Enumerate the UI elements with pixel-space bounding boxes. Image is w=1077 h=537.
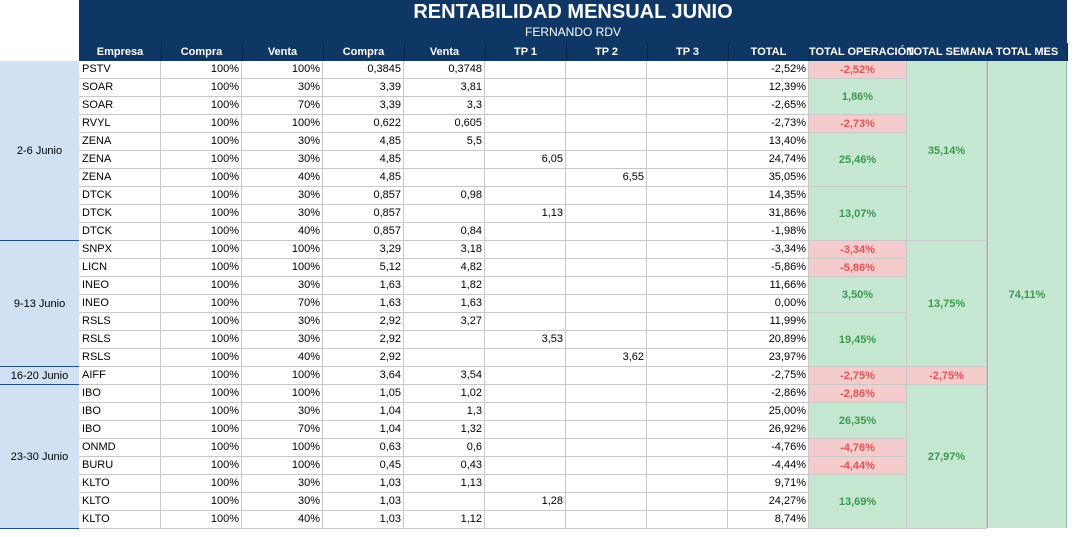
header-tp2[interactable]: TP 2 — [566, 43, 648, 61]
cell-total[interactable]: 20,89% — [728, 331, 809, 349]
cell-empresa[interactable]: SOAR — [79, 79, 161, 97]
header-venta-pct[interactable]: Venta — [242, 43, 324, 61]
cell-venta-price[interactable] — [404, 205, 485, 223]
cell-venta-price[interactable]: 1,12 — [404, 511, 485, 529]
cell-tp1[interactable] — [485, 439, 566, 457]
cell-venta-pct[interactable]: 100% — [242, 61, 323, 79]
total-operacion-cell[interactable]: -2,52% — [809, 61, 907, 79]
cell-tp1[interactable] — [485, 133, 566, 151]
cell-tp3[interactable] — [647, 97, 728, 115]
cell-empresa[interactable]: DTCK — [79, 187, 161, 205]
cell-venta-price[interactable]: 0,6 — [404, 439, 485, 457]
cell-venta-pct[interactable]: 30% — [242, 133, 323, 151]
cell-compra-pct[interactable]: 100% — [161, 205, 242, 223]
total-operacion-cell[interactable]: -3,34% — [809, 241, 907, 259]
corner-blank — [0, 0, 79, 62]
cell-compra-pct[interactable]: 100% — [161, 331, 242, 349]
cell-tp3[interactable] — [647, 493, 728, 511]
total-semana-cell[interactable]: 35,14% — [907, 61, 987, 241]
cell-venta-price[interactable]: 0,605 — [404, 115, 485, 133]
cell-total[interactable]: 24,74% — [728, 151, 809, 169]
cell-tp3[interactable] — [647, 331, 728, 349]
header-total-semana[interactable]: TOTAL SEMANA — [907, 43, 988, 61]
total-operacion-cell[interactable]: -4,76% — [809, 439, 907, 457]
cell-tp1[interactable] — [485, 241, 566, 259]
cell-tp3[interactable] — [647, 241, 728, 259]
cell-compra-price[interactable]: 4,85 — [323, 133, 404, 151]
week-label[interactable]: 9-13 Junio — [0, 241, 79, 367]
cell-total[interactable]: 9,71% — [728, 475, 809, 493]
cell-tp2[interactable]: 6,55 — [566, 169, 647, 187]
cell-compra-price[interactable]: 2,92 — [323, 331, 404, 349]
cell-compra-pct[interactable]: 100% — [161, 385, 242, 403]
cell-total[interactable]: 13,40% — [728, 133, 809, 151]
cell-tp1[interactable] — [485, 169, 566, 187]
cell-venta-pct[interactable]: 30% — [242, 151, 323, 169]
cell-empresa[interactable]: RSLS — [79, 331, 161, 349]
cell-empresa[interactable]: RSLS — [79, 313, 161, 331]
cell-venta-pct[interactable]: 40% — [242, 169, 323, 187]
cell-tp1[interactable] — [485, 295, 566, 313]
cell-tp2[interactable] — [566, 223, 647, 241]
cell-empresa[interactable]: DTCK — [79, 205, 161, 223]
cell-tp2[interactable] — [566, 313, 647, 331]
total-operacion-cell[interactable]: 1,86% — [809, 79, 907, 115]
header-compra-pct[interactable]: Compra — [161, 43, 243, 61]
cell-total[interactable]: 23,97% — [728, 349, 809, 367]
cell-compra-price[interactable]: 3,39 — [323, 97, 404, 115]
cell-venta-pct[interactable]: 100% — [242, 115, 323, 133]
cell-tp1[interactable] — [485, 259, 566, 277]
cell-tp1[interactable] — [485, 457, 566, 475]
header-tp1[interactable]: TP 1 — [485, 43, 567, 61]
cell-compra-pct[interactable]: 100% — [161, 313, 242, 331]
cell-tp2[interactable] — [566, 97, 647, 115]
cell-total[interactable]: 25,00% — [728, 403, 809, 421]
cell-compra-pct[interactable]: 100% — [161, 439, 242, 457]
cell-venta-price[interactable]: 0,43 — [404, 457, 485, 475]
cell-tp1[interactable] — [485, 79, 566, 97]
cell-venta-price[interactable] — [404, 493, 485, 511]
cell-total[interactable]: -2,75% — [728, 367, 809, 385]
cell-compra-pct[interactable]: 100% — [161, 61, 242, 79]
header-total[interactable]: TOTAL — [728, 43, 810, 61]
cell-tp2[interactable] — [566, 277, 647, 295]
cell-empresa[interactable]: AIFF — [79, 367, 161, 385]
cell-tp3[interactable] — [647, 511, 728, 529]
cell-compra-price[interactable]: 0,857 — [323, 187, 404, 205]
cell-compra-pct[interactable]: 100% — [161, 295, 242, 313]
cell-venta-price[interactable] — [404, 349, 485, 367]
cell-venta-pct[interactable]: 30% — [242, 331, 323, 349]
cell-tp2[interactable] — [566, 259, 647, 277]
cell-empresa[interactable]: INEO — [79, 295, 161, 313]
cell-venta-price[interactable]: 1,3 — [404, 403, 485, 421]
cell-tp2[interactable] — [566, 79, 647, 97]
cell-venta-price[interactable]: 0,84 — [404, 223, 485, 241]
cell-compra-price[interactable]: 0,857 — [323, 205, 404, 223]
header-tp3[interactable]: TP 3 — [647, 43, 729, 61]
cell-tp3[interactable] — [647, 349, 728, 367]
cell-tp2[interactable] — [566, 187, 647, 205]
cell-venta-price[interactable] — [404, 169, 485, 187]
cell-venta-price[interactable]: 1,32 — [404, 421, 485, 439]
header-venta-price[interactable]: Venta — [404, 43, 486, 61]
cell-compra-pct[interactable]: 100% — [161, 133, 242, 151]
cell-empresa[interactable]: INEO — [79, 277, 161, 295]
cell-tp2[interactable] — [566, 475, 647, 493]
cell-venta-pct[interactable]: 70% — [242, 421, 323, 439]
cell-venta-pct[interactable]: 100% — [242, 367, 323, 385]
cell-total[interactable]: 26,92% — [728, 421, 809, 439]
cell-total[interactable]: -3,34% — [728, 241, 809, 259]
cell-tp2[interactable] — [566, 385, 647, 403]
cell-compra-price[interactable]: 0,63 — [323, 439, 404, 457]
total-operacion-cell[interactable]: -2,75% — [809, 367, 907, 385]
cell-venta-price[interactable]: 3,27 — [404, 313, 485, 331]
cell-venta-pct[interactable]: 30% — [242, 187, 323, 205]
cell-total[interactable]: -4,76% — [728, 439, 809, 457]
cell-compra-pct[interactable]: 100% — [161, 421, 242, 439]
cell-tp2[interactable] — [566, 457, 647, 475]
cell-compra-pct[interactable]: 100% — [161, 367, 242, 385]
cell-total[interactable]: 35,05% — [728, 169, 809, 187]
cell-tp2[interactable] — [566, 205, 647, 223]
cell-compra-price[interactable]: 1,63 — [323, 277, 404, 295]
cell-compra-pct[interactable]: 100% — [161, 349, 242, 367]
cell-total[interactable]: 31,86% — [728, 205, 809, 223]
cell-total[interactable]: 11,66% — [728, 277, 809, 295]
cell-tp3[interactable] — [647, 367, 728, 385]
cell-venta-pct[interactable]: 100% — [242, 259, 323, 277]
cell-venta-price[interactable]: 1,02 — [404, 385, 485, 403]
cell-total[interactable]: 12,39% — [728, 79, 809, 97]
cell-tp1[interactable] — [485, 475, 566, 493]
cell-tp2[interactable] — [566, 331, 647, 349]
cell-venta-pct[interactable]: 30% — [242, 205, 323, 223]
cell-total[interactable]: -2,65% — [728, 97, 809, 115]
cell-compra-price[interactable]: 1,03 — [323, 475, 404, 493]
cell-compra-pct[interactable]: 100% — [161, 223, 242, 241]
cell-compra-pct[interactable]: 100% — [161, 403, 242, 421]
cell-compra-pct[interactable]: 100% — [161, 151, 242, 169]
cell-tp1[interactable]: 1,13 — [485, 205, 566, 223]
cell-tp3[interactable] — [647, 295, 728, 313]
cell-compra-pct[interactable]: 100% — [161, 475, 242, 493]
cell-venta-pct[interactable]: 100% — [242, 439, 323, 457]
cell-venta-price[interactable]: 5,5 — [404, 133, 485, 151]
cell-empresa[interactable]: ZENA — [79, 133, 161, 151]
cell-total[interactable]: -2,73% — [728, 115, 809, 133]
cell-total[interactable]: -2,86% — [728, 385, 809, 403]
total-operacion-cell[interactable]: 13,69% — [809, 475, 907, 529]
total-operacion-cell[interactable]: 25,46% — [809, 133, 907, 187]
cell-tp3[interactable] — [647, 385, 728, 403]
cell-empresa[interactable]: IBO — [79, 403, 161, 421]
cell-empresa[interactable]: ONMD — [79, 439, 161, 457]
cell-compra-pct[interactable]: 100% — [161, 97, 242, 115]
cell-tp1[interactable] — [485, 61, 566, 79]
cell-empresa[interactable]: ZENA — [79, 169, 161, 187]
cell-tp3[interactable] — [647, 421, 728, 439]
cell-tp3[interactable] — [647, 403, 728, 421]
cell-venta-pct[interactable]: 40% — [242, 511, 323, 529]
cell-tp2[interactable] — [566, 511, 647, 529]
cell-compra-pct[interactable]: 100% — [161, 79, 242, 97]
cell-tp2[interactable] — [566, 493, 647, 511]
cell-tp2[interactable] — [566, 151, 647, 169]
total-semana-cell[interactable]: 27,97% — [907, 385, 987, 529]
cell-tp3[interactable] — [647, 457, 728, 475]
cell-venta-pct[interactable]: 30% — [242, 79, 323, 97]
sheet-title: RENTABILIDAD MENSUAL JUNIO — [413, 1, 733, 23]
cell-tp3[interactable] — [647, 223, 728, 241]
cell-tp2[interactable] — [566, 367, 647, 385]
cell-tp2[interactable] — [566, 421, 647, 439]
cell-total[interactable]: 0,00% — [728, 295, 809, 313]
cell-compra-price[interactable]: 1,63 — [323, 295, 404, 313]
cell-compra-price[interactable]: 3,64 — [323, 367, 404, 385]
cell-compra-price[interactable]: 4,85 — [323, 151, 404, 169]
cell-tp3[interactable] — [647, 277, 728, 295]
cell-tp1[interactable]: 6,05 — [485, 151, 566, 169]
cell-venta-price[interactable]: 1,63 — [404, 295, 485, 313]
cell-tp1[interactable] — [485, 421, 566, 439]
cell-venta-price[interactable]: 3,81 — [404, 79, 485, 97]
cell-tp3[interactable] — [647, 187, 728, 205]
week-label[interactable]: 23-30 Junio — [0, 385, 79, 529]
cell-venta-pct[interactable]: 100% — [242, 241, 323, 259]
cell-tp2[interactable] — [566, 241, 647, 259]
cell-empresa[interactable]: ZENA — [79, 151, 161, 169]
cell-venta-pct[interactable]: 30% — [242, 313, 323, 331]
cell-tp2[interactable] — [566, 61, 647, 79]
cell-tp1[interactable]: 3,53 — [485, 331, 566, 349]
cell-tp3[interactable] — [647, 169, 728, 187]
cell-tp3[interactable] — [647, 259, 728, 277]
cell-tp1[interactable] — [485, 313, 566, 331]
cell-total[interactable]: -4,44% — [728, 457, 809, 475]
cell-venta-price[interactable]: 4,82 — [404, 259, 485, 277]
cell-tp2[interactable] — [566, 115, 647, 133]
cell-tp3[interactable] — [647, 475, 728, 493]
cell-empresa[interactable]: KLTO — [79, 493, 161, 511]
cell-tp1[interactable] — [485, 403, 566, 421]
cell-venta-pct[interactable]: 70% — [242, 97, 323, 115]
sheet-subtitle: FERNANDO RDV — [524, 25, 621, 39]
header-compra-price[interactable]: Compra — [323, 43, 405, 61]
cell-empresa[interactable]: SOAR — [79, 97, 161, 115]
cell-venta-price[interactable] — [404, 151, 485, 169]
cell-tp2[interactable] — [566, 295, 647, 313]
cell-venta-price[interactable]: 1,13 — [404, 475, 485, 493]
total-operacion-cell[interactable]: 3,50% — [809, 277, 907, 313]
cell-tp3[interactable] — [647, 133, 728, 151]
total-operacion-cell[interactable]: 26,35% — [809, 403, 907, 439]
cell-venta-price[interactable]: 3,18 — [404, 241, 485, 259]
cell-compra-price[interactable]: 3,29 — [323, 241, 404, 259]
cell-tp1[interactable] — [485, 223, 566, 241]
cell-empresa[interactable]: IBO — [79, 385, 161, 403]
cell-compra-price[interactable]: 3,39 — [323, 79, 404, 97]
cell-compra-price[interactable]: 1,04 — [323, 421, 404, 439]
total-operacion-cell[interactable]: 13,07% — [809, 187, 907, 241]
cell-compra-pct[interactable]: 100% — [161, 241, 242, 259]
cell-empresa[interactable]: SNPX — [79, 241, 161, 259]
cell-total[interactable]: 11,99% — [728, 313, 809, 331]
cell-compra-price[interactable]: 1,05 — [323, 385, 404, 403]
cell-compra-price[interactable]: 4,85 — [323, 169, 404, 187]
cell-empresa[interactable]: RSLS — [79, 349, 161, 367]
cell-tp2[interactable] — [566, 133, 647, 151]
cell-tp3[interactable] — [647, 205, 728, 223]
cell-tp3[interactable] — [647, 439, 728, 457]
total-operacion-cell[interactable]: 19,45% — [809, 313, 907, 367]
cell-compra-price[interactable]: 2,92 — [323, 349, 404, 367]
total-operacion-cell[interactable]: -2,86% — [809, 385, 907, 403]
header-total-mes[interactable]: TOTAL MES — [987, 43, 1068, 61]
cell-empresa[interactable]: PSTV — [79, 61, 161, 79]
header-total-operacion[interactable]: TOTAL OPERACIÓN — [809, 43, 908, 61]
cell-venta-price[interactable]: 3,3 — [404, 97, 485, 115]
cell-compra-price[interactable]: 1,04 — [323, 403, 404, 421]
cell-tp3[interactable] — [647, 61, 728, 79]
cell-compra-pct[interactable]: 100% — [161, 277, 242, 295]
cell-compra-pct[interactable]: 100% — [161, 493, 242, 511]
cell-empresa[interactable]: KLTO — [79, 511, 161, 529]
cell-total[interactable]: 24,27% — [728, 493, 809, 511]
total-semana-cell[interactable]: 13,75% — [907, 241, 987, 367]
cell-compra-pct[interactable]: 100% — [161, 115, 242, 133]
cell-total[interactable]: -1,98% — [728, 223, 809, 241]
cell-tp2[interactable] — [566, 439, 647, 457]
cell-venta-price[interactable]: 0,3748 — [404, 61, 485, 79]
cell-empresa[interactable]: LICN — [79, 259, 161, 277]
cell-compra-pct[interactable]: 100% — [161, 457, 242, 475]
cell-tp1[interactable] — [485, 511, 566, 529]
cell-tp1[interactable]: 1,28 — [485, 493, 566, 511]
cell-venta-pct[interactable]: 100% — [242, 385, 323, 403]
cell-tp2[interactable] — [566, 403, 647, 421]
cell-compra-price[interactable]: 0,857 — [323, 223, 404, 241]
cell-compra-pct[interactable]: 100% — [161, 187, 242, 205]
cell-compra-price[interactable]: 0,45 — [323, 457, 404, 475]
cell-tp3[interactable] — [647, 115, 728, 133]
total-operacion-cell[interactable]: -4,44% — [809, 457, 907, 475]
cell-venta-pct[interactable]: 30% — [242, 403, 323, 421]
cell-tp1[interactable] — [485, 349, 566, 367]
cell-tp2[interactable]: 3,62 — [566, 349, 647, 367]
total-operacion-cell[interactable]: -2,73% — [809, 115, 907, 133]
cell-venta-pct[interactable]: 70% — [242, 295, 323, 313]
cell-empresa[interactable]: RVYL — [79, 115, 161, 133]
cell-venta-pct[interactable]: 40% — [242, 223, 323, 241]
cell-venta-price[interactable]: 0,98 — [404, 187, 485, 205]
cell-total[interactable]: 14,35% — [728, 187, 809, 205]
cell-compra-price[interactable]: 0,3845 — [323, 61, 404, 79]
cell-venta-pct[interactable]: 30% — [242, 277, 323, 295]
total-semana-cell[interactable]: -2,75% — [907, 367, 987, 385]
cell-compra-price[interactable]: 1,03 — [323, 511, 404, 529]
cell-tp3[interactable] — [647, 151, 728, 169]
cell-tp1[interactable] — [485, 115, 566, 133]
cell-compra-pct[interactable]: 100% — [161, 511, 242, 529]
cell-total[interactable]: -2,52% — [728, 61, 809, 79]
cell-compra-pct[interactable]: 100% — [161, 169, 242, 187]
total-month-cell[interactable]: 74,11% — [987, 61, 1067, 528]
header-empresa[interactable]: Empresa — [79, 43, 162, 61]
cell-tp3[interactable] — [647, 79, 728, 97]
cell-venta-pct[interactable]: 30% — [242, 493, 323, 511]
cell-venta-pct[interactable]: 40% — [242, 349, 323, 367]
cell-compra-pct[interactable]: 100% — [161, 259, 242, 277]
cell-total[interactable]: -5,86% — [728, 259, 809, 277]
cell-tp1[interactable] — [485, 277, 566, 295]
cell-total[interactable]: 8,74% — [728, 511, 809, 529]
title-banner — [79, 0, 1067, 43]
cell-tp1[interactable] — [485, 367, 566, 385]
cell-compra-price[interactable]: 1,03 — [323, 493, 404, 511]
total-operacion-cell[interactable]: -5,86% — [809, 259, 907, 277]
cell-empresa[interactable]: KLTO — [79, 475, 161, 493]
cell-tp3[interactable] — [647, 313, 728, 331]
cell-tp1[interactable] — [485, 97, 566, 115]
cell-compra-price[interactable]: 2,92 — [323, 313, 404, 331]
cell-venta-price[interactable]: 1,82 — [404, 277, 485, 295]
cell-empresa[interactable]: BURU — [79, 457, 161, 475]
week-label[interactable]: 2-6 Junio — [0, 61, 79, 241]
cell-venta-pct[interactable]: 100% — [242, 457, 323, 475]
cell-empresa[interactable]: DTCK — [79, 223, 161, 241]
cell-compra-price[interactable]: 0,622 — [323, 115, 404, 133]
cell-tp1[interactable] — [485, 385, 566, 403]
week-label[interactable]: 16-20 Junio — [0, 367, 79, 385]
cell-venta-price[interactable]: 3,54 — [404, 367, 485, 385]
cell-tp1[interactable] — [485, 187, 566, 205]
cell-venta-pct[interactable]: 30% — [242, 475, 323, 493]
cell-empresa[interactable]: IBO — [79, 421, 161, 439]
cell-venta-price[interactable] — [404, 331, 485, 349]
cell-compra-price[interactable]: 5,12 — [323, 259, 404, 277]
